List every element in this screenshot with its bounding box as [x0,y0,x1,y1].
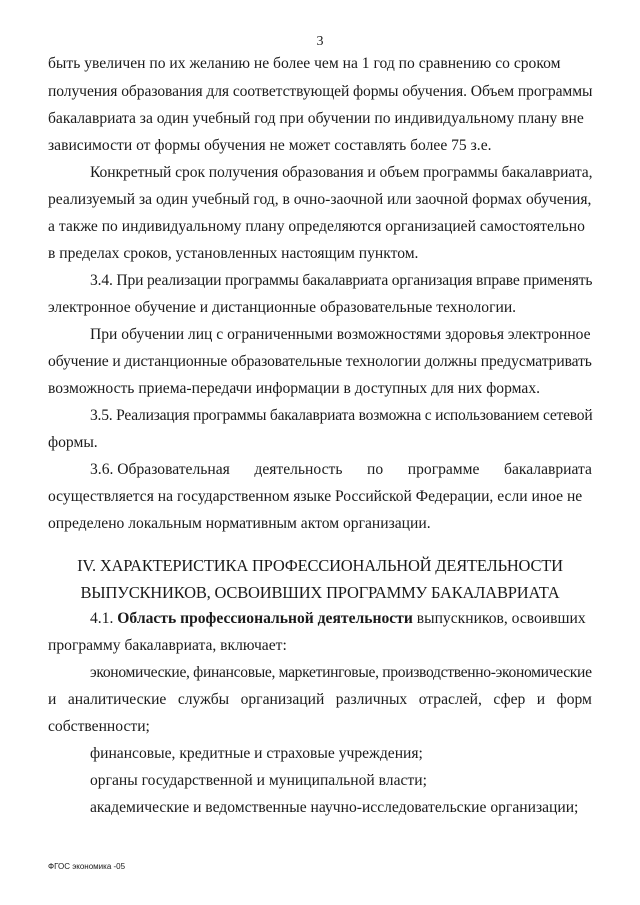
word: организаций [240,691,325,708]
text-line-justified [48,691,592,709]
word: и [536,691,546,708]
list-item: экономические, финансовые, маркетинговые, производственно-экономические [90,664,592,681]
text-line-justified [90,461,592,479]
word: сфер [493,691,526,708]
word: по [367,461,384,478]
section-heading-line-1: IV. ХАРАКТЕРИСТИКА ПРОФЕССИОНАЛЬНОЙ ДЕЯТЕЛЬНОСТИ [77,556,563,575]
word: программе [407,461,480,478]
word: отраслей, [418,691,482,708]
text-line: Конкретный срок получения образования и объем программы бакалавриата, [90,164,593,181]
text-line: получения образования для соответствующей формы обучения. Объем программы [48,83,593,100]
word: и [48,691,57,708]
text-line: При обучении лиц с ограниченными возможностями здоровья электронное [90,326,591,343]
text-line: зависимости от формы обучения не может составлять более 75 з.е. [48,137,492,154]
list-item: академические и ведомственные научно-исследовательские организации; [90,799,579,816]
word: различных [335,691,408,708]
text-line: программу бакалавриата, включает: [48,637,287,654]
text-line: осуществляется на государственном языке Российской Федерации, если иное не [48,488,583,505]
section-heading-line-2: ВЫПУСКНИКОВ, ОСВОИВШИХ ПРОГРАММУ БАКАЛАВРИАТА [80,583,560,602]
text-line: формы. [48,434,98,451]
list-item: органы государственной и муниципальной власти; [90,772,427,789]
word: бакалавриата [504,461,592,478]
text-line: определено локальным нормативным актом организации. [48,515,431,532]
text-line: собственности; [48,718,150,735]
page-number: 3 [316,34,324,49]
clause-text: выпускников, освоивших [412,610,586,627]
word: форм [556,691,592,708]
word: службы [177,691,230,708]
word: деятельность [254,461,343,478]
bold-term: Область профессиональной деятельности [117,610,413,627]
text-line: электронное обучение и дистанционные образовательные технологии. [48,299,517,316]
text-line: 3.5. Реализация программы бакалавриата возможна с использованием сетевой [90,407,593,424]
text-line: а также по индивидуальному плану определяются организацией самостоятельно [48,218,585,235]
text-line: в пределах сроков, установленных настоящим пунктом. [48,245,419,262]
text-line: бакалавриата за один учебный год при обучении по индивидуальному плану вне [48,110,584,127]
footer-label: ФГОС экономика -05 [48,862,126,871]
word: 3.6. Образовательная [90,461,230,478]
paragraph-4-1 [90,610,586,628]
text-line: обучение и дистанционные образовательные технологии должны предусматривать [48,353,592,370]
list-item: финансовые, кредитные и страховые учреждения; [90,745,423,762]
text-line: возможность приема-передачи информации в доступных для них формах. [48,380,541,397]
clause-number: 4.1. [90,610,118,627]
text-line: быть увеличен по их желанию не более чем на 1 год по сравнению со сроком [48,55,561,72]
text-line: 3.4. При реализации программы бакалавриата организация вправе применять [90,272,593,289]
text-line: реализуемый за один учебный год, в очно-заочной или заочной формах обучения, [48,191,592,208]
word: аналитические [67,691,167,708]
